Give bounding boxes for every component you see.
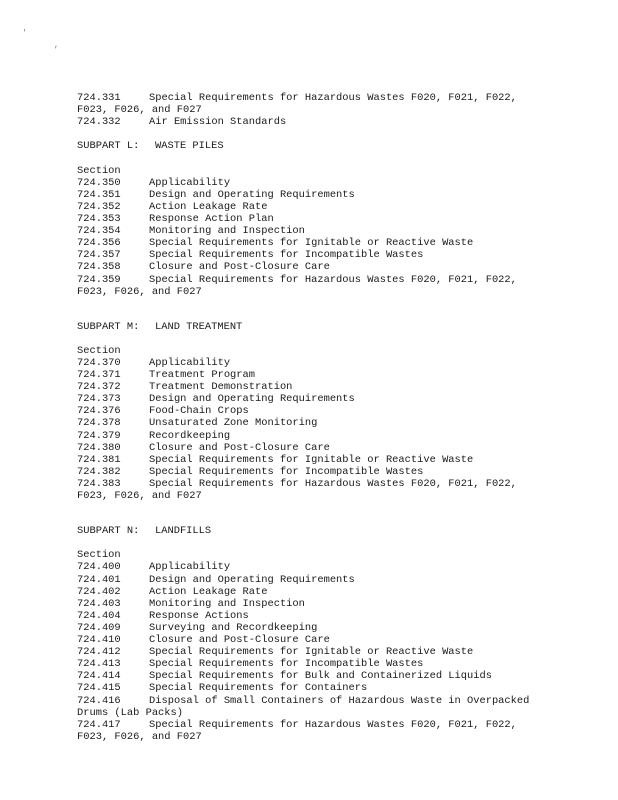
section-title: Special Requirements for Ignitable or Reactive Waste [149, 646, 474, 659]
section-entry [77, 442, 597, 454]
section-entry [77, 598, 597, 610]
subpart-title: WASTE PILES [155, 140, 224, 153]
section-number: 724.371 [77, 369, 121, 382]
section-number: 724.403 [77, 597, 121, 610]
section-entry [77, 622, 597, 634]
section-title: Applicability [149, 356, 231, 369]
section-number: 724.354 [77, 225, 121, 238]
section-entry [77, 646, 597, 658]
section-number: 724.352 [77, 200, 121, 213]
section-title: Surveying and Recordkeeping [149, 621, 318, 634]
section-title: Special Requirements for Hazardous Wastes F020, F021, F022, [149, 92, 517, 104]
section-entry [77, 417, 597, 429]
section-number: 724.353 [77, 213, 121, 225]
section-entry [77, 369, 597, 381]
section-entry [77, 454, 597, 466]
section-title: Closure and Post-Closure Care [149, 261, 330, 274]
section-number: 724.378 [77, 417, 121, 430]
section-entry [77, 430, 597, 442]
subpart-heading [77, 525, 212, 538]
section-title: Design and Operating Requirements [149, 188, 355, 201]
section-entry [77, 478, 597, 502]
section-title: Special Requirements for Incompatible Wastes [149, 658, 424, 671]
section-number: 724.413 [77, 658, 121, 671]
section-number: 724.417 [77, 718, 121, 731]
section-number: 724.380 [77, 441, 121, 454]
section-number: 724.410 [77, 634, 121, 647]
section-entry [77, 586, 597, 598]
subpart-label: SUBPART N: [77, 525, 140, 538]
section-number: 724.373 [77, 393, 121, 406]
section-number: 724.351 [77, 188, 121, 201]
subpart-heading [77, 140, 224, 153]
section-number: 724.382 [77, 465, 121, 478]
section-entry [77, 695, 597, 719]
section-title: Special Requirements for Hazardous Wastes F020, F021, F022, [149, 477, 517, 490]
section-entry [77, 92, 597, 116]
section-title-continuation: F023, F026, and F027 [77, 104, 202, 117]
section-title: Treatment Demonstration [149, 381, 293, 394]
section-entry [77, 237, 597, 249]
section-number: 724.400 [77, 561, 121, 574]
section-number: 724.372 [77, 381, 121, 394]
section-entry [77, 381, 597, 393]
section-title: Applicability [149, 176, 231, 189]
subpart-title: LAND TREATMENT [155, 320, 243, 333]
section-entry [77, 670, 597, 682]
section-entry [77, 274, 597, 298]
section-number: 724.359 [77, 273, 121, 286]
section-title: Food-Chain Crops [149, 405, 249, 418]
section-number: 724.414 [77, 670, 121, 683]
section-title: Applicability [149, 561, 231, 574]
section-number: 724.383 [77, 477, 121, 490]
section-number: 724.357 [77, 249, 121, 262]
section-entry [77, 574, 597, 586]
section-entry [77, 177, 597, 189]
section-number: 724.402 [77, 585, 121, 598]
section-number: 724.356 [77, 237, 121, 250]
section-title: Air Emission Standards [149, 116, 287, 129]
section-entry [77, 561, 597, 573]
subpart-title: LANDFILLS [155, 525, 212, 538]
section-entry [77, 719, 597, 743]
section-number: 724.415 [77, 682, 121, 695]
section-title: Closure and Post-Closure Care [149, 634, 330, 647]
section-entry [77, 634, 597, 646]
section-entry [77, 201, 597, 213]
section-number: 724.379 [77, 429, 121, 442]
section-title: Special Requirements for Ignitable or Reactive Waste [149, 453, 474, 466]
section-title: Special Requirements for Ignitable or Reactive Waste [149, 237, 474, 250]
section-title: Monitoring and Inspection [149, 597, 305, 610]
section-title-continuation: F023, F026, and F027 [77, 730, 202, 743]
section-title: Special Requirements for Incompatible Wastes [149, 249, 424, 262]
section-number: 724.412 [77, 646, 121, 659]
section-number: 724.404 [77, 609, 121, 622]
section-title: Design and Operating Requirements [149, 393, 355, 406]
section-title: Disposal of Small Containers of Hazardous Waste in Overpacked [149, 694, 530, 707]
section-entry [77, 225, 597, 237]
section-title: Special Requirements for Hazardous Wastes F020, F021, F022, [149, 718, 517, 731]
section-entry [77, 658, 597, 670]
section-title-continuation: Drums (Lab Packs) [77, 706, 184, 719]
section-entry [77, 610, 597, 622]
section-number: 724.381 [77, 453, 121, 466]
section-label: Section [77, 549, 121, 562]
section-title: Design and Operating Requirements [149, 573, 355, 586]
section-number: 724.370 [77, 356, 121, 369]
section-entry [77, 213, 597, 225]
section-number: 724.350 [77, 176, 121, 189]
section-number: 724.332 [77, 116, 121, 129]
section-title: Action Leakage Rate [149, 585, 268, 598]
section-title: Special Requirements for Bulk and Containerized Liquids [149, 670, 492, 683]
section-number: 724.401 [77, 573, 121, 586]
section-label: Section [77, 164, 121, 177]
scan-mark: ' [22, 29, 27, 38]
section-number: 724.409 [77, 621, 121, 634]
section-entry [77, 261, 597, 273]
section-title: Recordkeeping [149, 429, 231, 442]
section-title: Treatment Program [149, 369, 256, 382]
section-entry [77, 357, 597, 369]
section-title-continuation: F023, F026, and F027 [77, 490, 202, 503]
section-entry [77, 405, 597, 417]
section-title: Response Actions [149, 609, 249, 622]
section-title: Monitoring and Inspection [149, 225, 305, 238]
section-title: Closure and Post-Closure Care [149, 441, 330, 454]
subpart-label: SUBPART L: [77, 140, 140, 153]
section-title: Special Requirements for Incompatible Wastes [149, 465, 424, 478]
scan-mark: , [54, 41, 59, 50]
section-title: Response Action Plan [149, 213, 274, 225]
section-entry [77, 189, 597, 201]
section-number: 724.358 [77, 261, 121, 274]
section-title-continuation: F023, F026, and F027 [77, 285, 202, 298]
section-title: Action Leakage Rate [149, 200, 268, 213]
section-entry [77, 393, 597, 405]
section-entry [77, 466, 597, 478]
section-title: Special Requirements for Hazardous Wastes F020, F021, F022, [149, 273, 517, 286]
section-entry [77, 249, 597, 261]
section-label: Section [77, 344, 121, 357]
subpart-heading [77, 320, 243, 333]
subpart-label: SUBPART M: [77, 320, 140, 333]
section-number: 724.416 [77, 694, 121, 707]
section-number: 724.376 [77, 405, 121, 418]
section-entry [77, 116, 597, 128]
section-number: 724.331 [77, 92, 121, 104]
section-title: Unsaturated Zone Monitoring [149, 417, 318, 430]
section-title: Special Requirements for Containers [149, 682, 368, 695]
section-entry [77, 682, 597, 694]
